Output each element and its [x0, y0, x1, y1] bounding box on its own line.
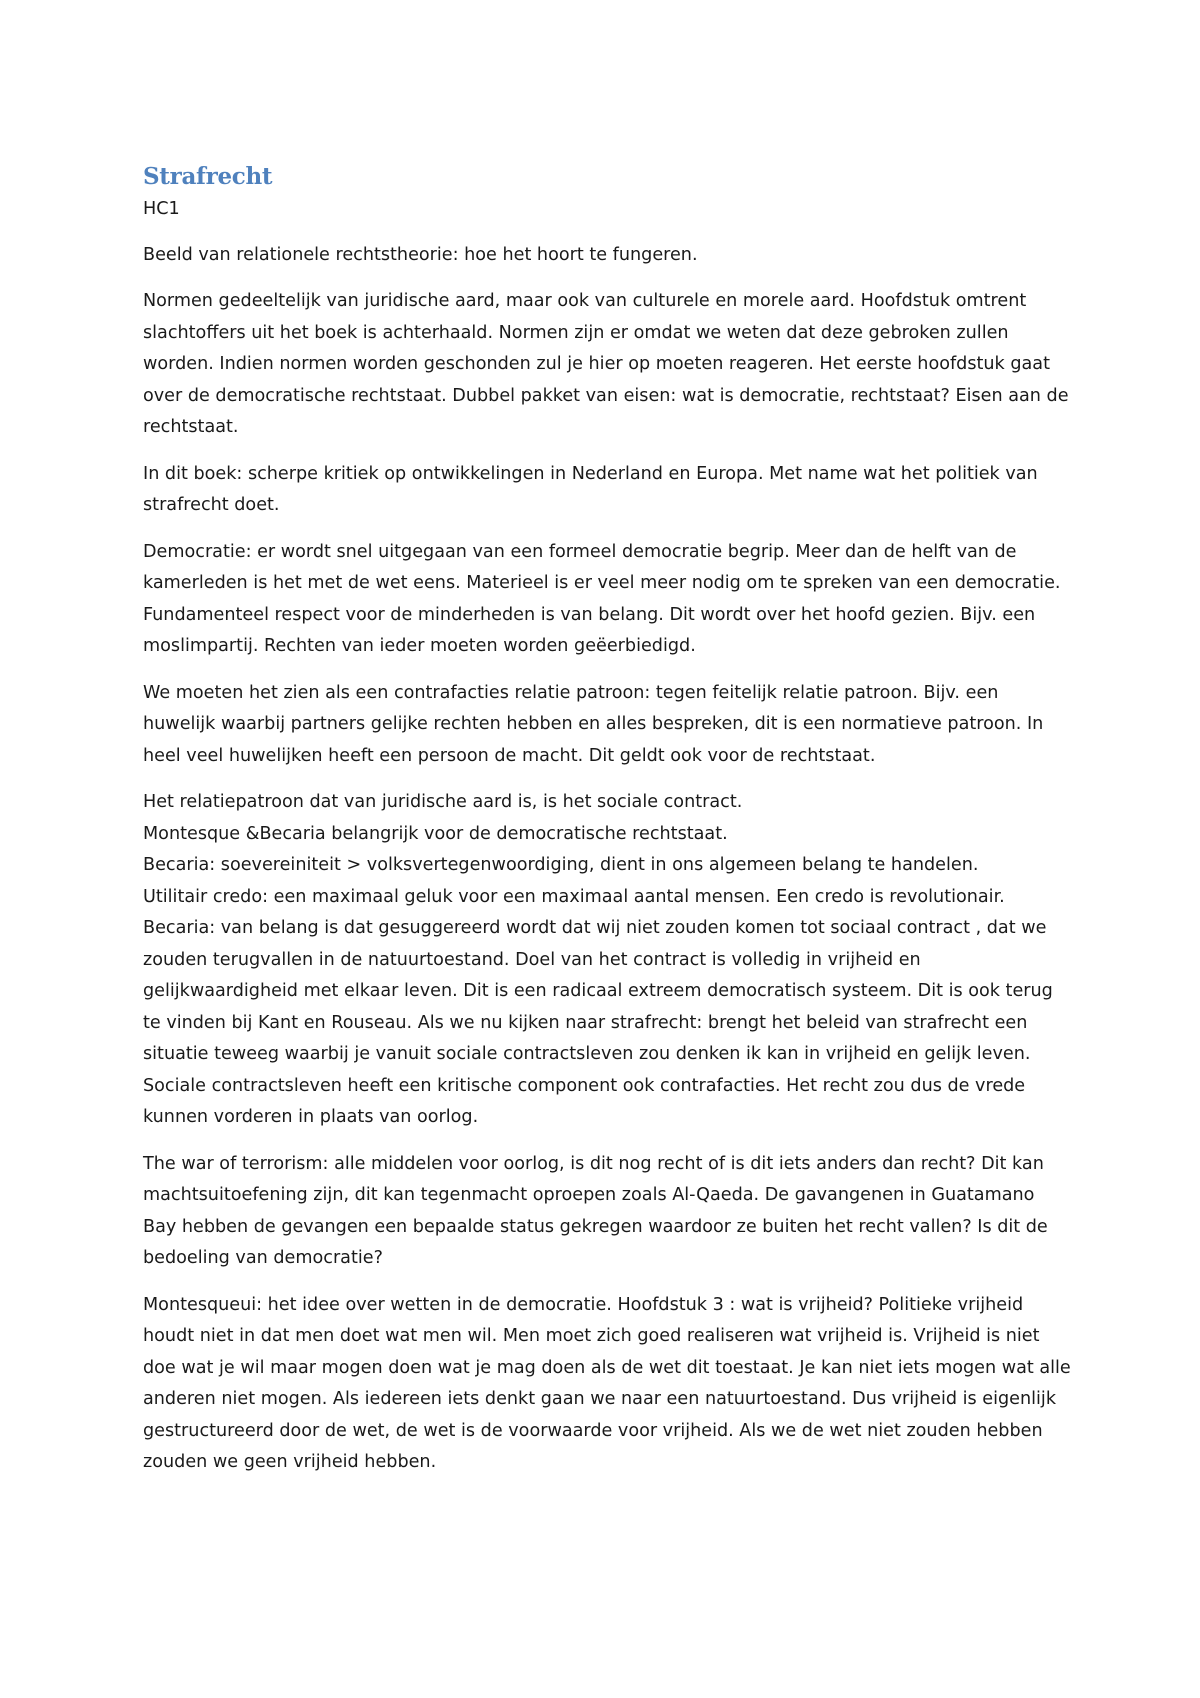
- text-line: Utilitair credo: een maximaal geluk voor een maximaal aantal mensen. Een credo is revolutionair. Becaria: van belang is dat gesuggereerd wordt dat wij niet zouden komen tot sociaal contract , dat we zouden terugvallen in de natuurtoestand. Doel van het contract is volledig in vrijheid en gelijkwaardigheid met elkaar leven. Dit is een radicaal extreem democratisch systeem. Dit is ook terug te vinden bij Kant en Rouseau. Als we nu kijken naar strafrecht: brengt het beleid van strafrecht een situatie teweeg waarbij je vanuit sociale contractsleven zou denken ik kan in vrijheid en gelijk leven. Sociale contractsleven heeft een kritische component ook contrafacties. Het recht zou dus de vrede kunnen vorderen in plaats van oorlog.: [143, 886, 1053, 1127]
- social-contract-section: [143, 787, 1073, 1134]
- paragraph: In dit boek: scherpe kritiek op ontwikkelingen in Nederland en Europa. Met name wat het politiek van strafrecht doet.: [143, 463, 1038, 515]
- text-line: Het relatiepatroon dat van juridische aard is, is het sociale contract.: [143, 792, 743, 812]
- page-title: Strafrecht: [143, 163, 273, 190]
- paragraph: Montesqueui: het idee over wetten in de democratie. Hoofdstuk 3 : wat is vrijheid? Politieke vrijheid houdt niet in dat men doet wat men wil. Men moet zich goed realiseren wat vrijheid is. Vrijheid is niet doe wat je wil maar mogen doen wat je mag doen als de wet dit toestaat. Je kan niet iets mogen wat alle anderen niet mogen. Als iedereen iets denkt gaan we naar een natuurtoestand. Dus vrijheid is eigenlijk gestructureerd door de wet, de wet is de voorwaarde voor vrijheid. Als we de wet niet zouden hebben zouden we geen vrijheid hebben.: [143, 1294, 1071, 1472]
- paragraph: Normen gedeeltelijk van juridische aard, maar ook van culturele en morele aard. Hoofdstuk omtrent slachtoffers uit het boek is achterhaald. Normen zijn er omdat we weten dat deze gebroken zullen worden. Indien normen worden geschonden zul je hier op moeten reageren. Het eerste hoofdstuk gaat over de democratische rechtstaat. Dubbel pakket van eisen: wat is democratie, rechtstaat? Eisen aan de rechtstaat.: [143, 291, 1069, 437]
- paragraph: We moeten het zien als een contrafacties relatie patroon: tegen feitelijk relatie patroon. Bijv. een huwelijk waarbij partners gelijke rechten hebben en alles bespreken, dit is een normatieve patroon. In heel veel huwelijken heeft een persoon de macht. Dit geldt ook voor de rechtstaat.: [143, 682, 1044, 766]
- paragraph: The war of terrorism: alle middelen voor oorlog, is dit nog recht of is dit iets anders dan recht? Dit kan machtsuitoefening zijn, dit kan tegenmacht oproepen zoals Al-Qaeda. De gavangenen in Guatamano Bay hebben de gevangen een bepaalde status gekregen waardoor ze buiten het recht vallen? Is dit de bedoeling van democratie?: [143, 1153, 1048, 1268]
- paragraph: Beeld van relationele rechtstheorie: hoe het hoort te fungeren.: [143, 244, 698, 265]
- lecture-subheading: HC1: [143, 199, 180, 219]
- paragraph: Democratie: er wordt snel uitgegaan van een formeel democratie begrip. Meer dan de helft van de kamerleden is het met de wet eens. Materieel is er veel meer nodig om te spreken van een democratie. Fundamenteel respect voor de minderheden is van belang. Dit wordt over het hoofd gezien. Bijv. een moslimpartij. Rechten van ieder moeten worden geëerbiedigd.: [143, 541, 1061, 656]
- text-line: Montesque &Becaria belangrijk voor de democratische rechtstaat.: [143, 823, 728, 844]
- document-body: [143, 160, 1073, 1494]
- text-line: Becaria: soevereiniteit > volksvertegenwoordiging, dient in ons algemeen belang te handelen.: [143, 855, 979, 875]
